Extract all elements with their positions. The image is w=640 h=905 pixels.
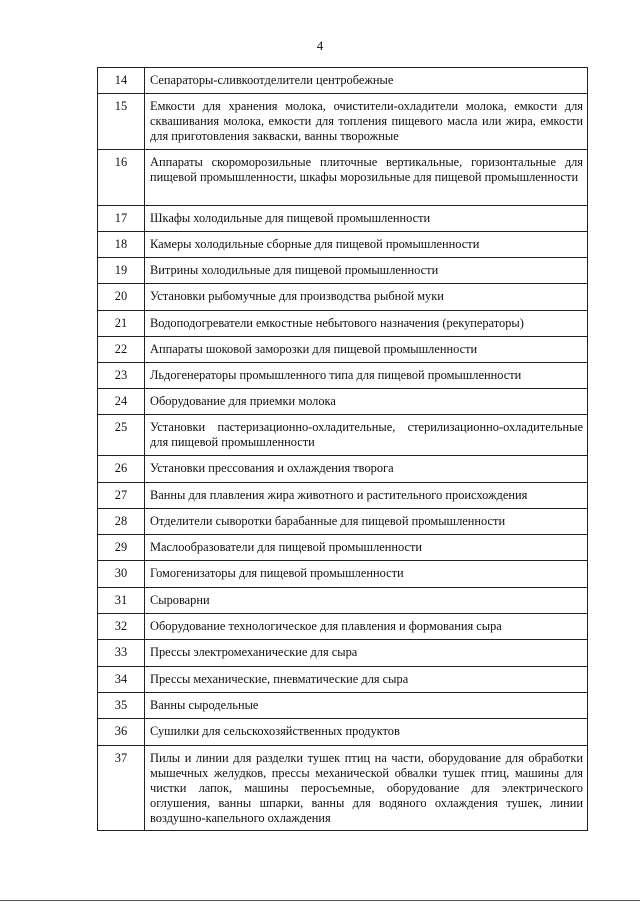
row-number: 36 [98,719,145,746]
row-text: Ванны для плавления жира животного и растительного происхождения [145,483,588,509]
row-text: Установки прессования и охлаждения творога [145,456,588,483]
table-row [98,535,588,561]
row-number: 19 [98,258,145,284]
row-number: 17 [98,206,145,232]
row-text: Гомогенизаторы для пищевой промышленности [145,561,588,588]
table-row [98,311,588,337]
row-text: Аппараты шоковой заморозки для пищевой промышленности [145,337,588,363]
row-number: 14 [98,68,145,94]
table-row [98,94,588,150]
row-text: Маслообразователи для пищевой промышленности [145,535,588,561]
table-row [98,68,588,94]
row-number: 26 [98,456,145,483]
row-number: 18 [98,232,145,258]
table-row [98,150,588,206]
table-row [98,456,588,483]
row-text: Шкафы холодильные для пищевой промышленности [145,206,588,232]
table-row [98,258,588,284]
row-text: Сушилки для сельскохозяйственных продуктов [145,719,588,746]
row-number: 35 [98,693,145,719]
row-number: 16 [98,150,145,206]
row-text: Емкости для хранения молока, очистители-охладители молока, емкости для сквашивания молока, емкости для топления пищевого масла или жира, емкости для приготовления закваски, ванны творожные [145,94,588,150]
row-text: Камеры холодильные сборные для пищевой промышленности [145,232,588,258]
row-number: 30 [98,561,145,588]
row-number: 31 [98,588,145,614]
table-row [98,389,588,415]
row-number: 22 [98,337,145,363]
row-number: 32 [98,614,145,640]
row-text: Водоподогреватели емкостные небытового назначения (рекуператоры) [145,311,588,337]
row-text: Сепараторы-сливкоотделители центробежные [145,68,588,94]
table-row [98,746,588,831]
row-text: Пилы и линии для разделки тушек птиц на части, оборудование для обработки мышечных желудков, прессы механической обвалки тушек птиц, машины для чистки лапок, машины перосъемные, оборудование для электрического оглушения, ванны шпарки, ванны для водяного охлаждения тушек, линии воздушно-капельного охлаждения [145,746,588,831]
row-text: Аппараты скороморозильные плиточные вертикальные, горизонтальные для пищевой промышленности, шкафы морозильные для пищевой промышленности [145,150,588,206]
table-row [98,614,588,640]
table-row [98,483,588,509]
row-number: 37 [98,746,145,831]
table-row [98,509,588,535]
table-row [98,363,588,389]
row-number: 25 [98,415,145,456]
table-row [98,588,588,614]
table-row [98,693,588,719]
row-number: 21 [98,311,145,337]
row-text: Льдогенераторы промышленного типа для пищевой промышленности [145,363,588,389]
table-row [98,337,588,363]
table-row [98,232,588,258]
row-text: Ванны сыродельные [145,693,588,719]
row-text: Сыроварни [145,588,588,614]
row-text: Отделители сыворотки барабанные для пищевой промышленности [145,509,588,535]
row-text: Прессы электромеханические для сыра [145,640,588,667]
row-text: Прессы механические, пневматические для сыра [145,667,588,693]
row-text: Оборудование технологическое для плавления и формования сыра [145,614,588,640]
row-number: 15 [98,94,145,150]
table-row [98,415,588,456]
page-number: 4 [316,38,324,53]
row-text: Установки пастеризационно-охладительные, стерилизационно-охладительные для пищевой промышленности [145,415,588,456]
table-row [98,284,588,311]
row-number: 28 [98,509,145,535]
row-text: Оборудование для приемки молока [145,389,588,415]
row-text: Установки рыбомучные для производства рыбной муки [145,284,588,311]
table-row [98,719,588,746]
table-row [98,206,588,232]
page-bottom-rule [0,900,640,901]
row-number: 33 [98,640,145,667]
row-number: 27 [98,483,145,509]
table-row [98,561,588,588]
table-row [98,640,588,667]
equipment-table [97,67,588,831]
table-row [98,667,588,693]
row-number: 20 [98,284,145,311]
row-number: 34 [98,667,145,693]
row-text: Витрины холодильные для пищевой промышленности [145,258,588,284]
row-number: 24 [98,389,145,415]
row-number: 23 [98,363,145,389]
row-number: 29 [98,535,145,561]
